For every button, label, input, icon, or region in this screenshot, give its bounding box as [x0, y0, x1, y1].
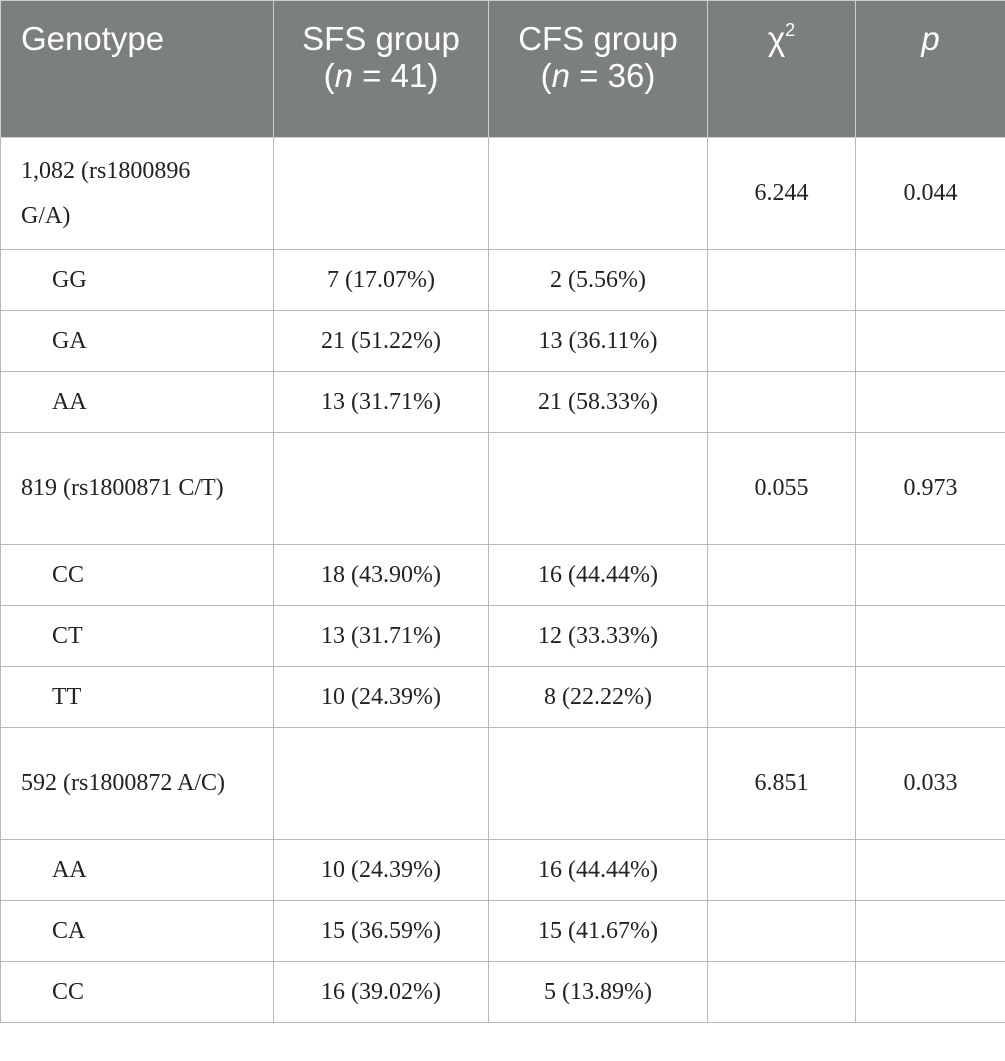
table-row: [1, 372, 1005, 433]
genotype-cell: CC: [1, 545, 274, 606]
genotype-cell: GG: [1, 250, 274, 311]
p-value-cell: [856, 840, 1005, 901]
p-value-cell: 0.033: [856, 728, 1005, 840]
group-label-cell: 592 (rs1800872 A/C): [1, 728, 274, 840]
p-value-cell: [856, 901, 1005, 962]
group-label-cell: 1,082 (rs1800896 G/A): [1, 138, 274, 250]
group-label-cell: 819 (rs1800871 C/T): [1, 433, 274, 545]
p-value-cell: [856, 667, 1005, 728]
table-row-group: [1, 138, 1005, 250]
sfs-cell: 10 (24.39%): [274, 667, 489, 728]
sfs-cell: 7 (17.07%): [274, 250, 489, 311]
chi2-cell: [708, 901, 856, 962]
sfs-cell: 18 (43.90%): [274, 545, 489, 606]
sfs-cell: 15 (36.59%): [274, 901, 489, 962]
cfs-cell: 15 (41.67%): [489, 901, 708, 962]
header-cfs-group: CFS group (n = 36): [489, 1, 708, 138]
p-value-cell: [856, 311, 1005, 372]
table-row: [1, 545, 1005, 606]
sfs-cell: [274, 433, 489, 545]
sfs-cell: [274, 138, 489, 250]
cfs-cell: 8 (22.22%): [489, 667, 708, 728]
chi2-cell: [708, 962, 856, 1023]
chi2-cell: 6.851: [708, 728, 856, 840]
cfs-cell: 13 (36.11%): [489, 311, 708, 372]
chi2-cell: [708, 667, 856, 728]
genotype-cell: CT: [1, 606, 274, 667]
table-row: [1, 250, 1005, 311]
chi2-cell: 6.244: [708, 138, 856, 250]
cfs-cell: 5 (13.89%): [489, 962, 708, 1023]
table-row: [1, 962, 1005, 1023]
cfs-cell: 16 (44.44%): [489, 840, 708, 901]
chi2-cell: [708, 606, 856, 667]
p-value-cell: [856, 962, 1005, 1023]
p-value-cell: 0.973: [856, 433, 1005, 545]
sfs-cell: 21 (51.22%): [274, 311, 489, 372]
table-row-group: [1, 433, 1005, 545]
chi2-cell: [708, 311, 856, 372]
header-row: [1, 1, 1005, 138]
chi2-cell: [708, 250, 856, 311]
p-value-cell: 0.044: [856, 138, 1005, 250]
genotype-cell: AA: [1, 840, 274, 901]
table-row-group: [1, 728, 1005, 840]
chi2-cell: 0.055: [708, 433, 856, 545]
cfs-cell: [489, 433, 708, 545]
cfs-cell: 16 (44.44%): [489, 545, 708, 606]
chi2-cell: [708, 840, 856, 901]
cfs-cell: 21 (58.33%): [489, 372, 708, 433]
sfs-cell: 13 (31.71%): [274, 606, 489, 667]
chi2-cell: [708, 372, 856, 433]
genotype-cell: AA: [1, 372, 274, 433]
sfs-cell: 10 (24.39%): [274, 840, 489, 901]
table-header: [1, 1, 1005, 138]
header-p-value: p: [856, 1, 1005, 138]
p-value-cell: [856, 606, 1005, 667]
table-row: [1, 667, 1005, 728]
cfs-cell: [489, 728, 708, 840]
header-chi-square: $\chi^2$: [708, 1, 856, 138]
sfs-cell: 16 (39.02%): [274, 962, 489, 1023]
sfs-cell: [274, 728, 489, 840]
cfs-cell: 12 (33.33%): [489, 606, 708, 667]
table-row: [1, 901, 1005, 962]
header-genotype: Genotype: [1, 1, 274, 138]
header-sfs-group: SFS group (n = 41): [274, 1, 489, 138]
cfs-cell: [489, 138, 708, 250]
genotype-cell: GA: [1, 311, 274, 372]
genotype-cell: CA: [1, 901, 274, 962]
p-value-cell: [856, 545, 1005, 606]
p-value-cell: [856, 372, 1005, 433]
table-row: [1, 840, 1005, 901]
table-body: [1, 138, 1005, 1023]
cfs-cell: 2 (5.56%): [489, 250, 708, 311]
table-row: [1, 606, 1005, 667]
genotype-cell: CC: [1, 962, 274, 1023]
chi2-cell: [708, 545, 856, 606]
table-row: [1, 311, 1005, 372]
p-value-cell: [856, 250, 1005, 311]
genotype-cell: TT: [1, 667, 274, 728]
sfs-cell: 13 (31.71%): [274, 372, 489, 433]
